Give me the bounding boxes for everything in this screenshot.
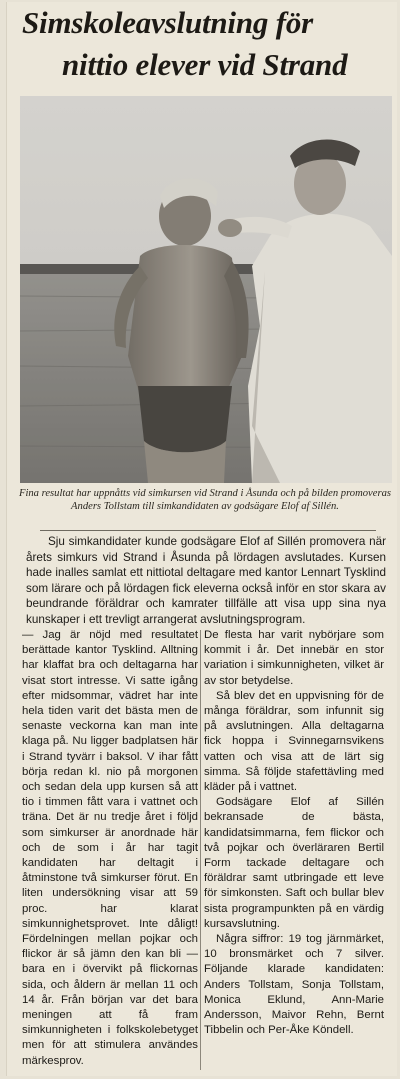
photo-illustration xyxy=(20,96,392,483)
headline xyxy=(14,2,398,86)
paragraph: Några siffror: 19 tog järnmärket, 10 bronsmärket och 7 silver. Följande klarade kandidaten: Anders Tollstam, Sonja Tollstam, Monica Eklund, Ann-Marie Andersson, Maivor Rehn, Bernt Tibbelin och Per-Åke Köndell. xyxy=(204,933,384,1037)
paragraph: De flesta har varit nybörjare som kommit i år. Det innebär en stor variation i simkunnigheten, vilket är av stor betydelse. xyxy=(204,629,384,687)
article-column-left xyxy=(22,628,198,1069)
column-divider xyxy=(200,630,201,1070)
paragraph: — Jag är nöjd med resultatet berättade kantor Tysklind. Alltning har klaffat bra och deltagarna har visat stort intresse. Vi satte igång efter midsommar, vädret har inte hela tiden varit det bästa men de senaste veckorna kan man inte klaga på. Nu ligger badplatsen här i Strand tyvärr i baksol. V ihar fått börja redan kl. nio på morgonen och sedan dela upp kursen så att tio i timmen fått vara i vattnet och träna. Det är nu tredje året i följd som simkurser är anordnade här och de som i år har tagit kandidaten har deltagit i åtminstone två simkurser förut. En liten undersökning visar att 59 proc. har klarat simkunnighetsprovet. Inte dåligt! Fördelningen mellan pojkar och flickor är så jämn den kan bli — bara en i övervikt på flickornas sida, och åldern är mellan 11 och 14 år. Från början var det bara meningen att få fram simkunnigheten i folkskolebetyget men för att stimulera användes märkesprov. xyxy=(22,629,198,1067)
lead-paragraph: Sju simkandidater kunde godsägare Elof af Sillén promovera när årets simkurs vid Strand i Åsunda på lördagen avslutades. Kursen hade inalles samlat ett nittiotal deltagare med kantor Lennart Tysklind som lärare och på lördagen fick eleverna också inför en stor skara av beundrande föräldrar och kamrater tillfälle att visa upp sina nya kunskaper i ett trevligt arrangerat avslutningsprogram. xyxy=(26,535,386,626)
article-column-right xyxy=(204,628,384,1038)
paragraph: Så blev det en uppvisning för de många föräldrar, som infunnit sig på avslutningen. Alla deltagarna fick hoppa i Svinnegarnsvikens vatten och visa att de lärt sig simma. Så följde stafettävling med kläder på i vattnet. xyxy=(204,689,384,794)
news-photo xyxy=(20,96,392,483)
divider xyxy=(40,530,376,531)
photo-caption: Fina resultat har uppnåtts vid simkursen vid Strand i Åsunda och på bilden promoveras Anders Tollstam till simkandidaten av godsägare Elof af Sillén. xyxy=(18,488,392,512)
paragraph: Godsägare Elof af Sillén bekransade de bästa, kandidatsimmarna, fem flickor och två pojkar och överläraren Bertil Form tackade deltagare och föräldrar samt utbringade ett leve för simkonsten. Saft och bullar blev sista programpunkten på en värdig kursavslutning. xyxy=(204,796,384,930)
headline-line-1: Simskoleavslutning för xyxy=(22,5,314,40)
headline-line-2: nittio elever vid Strand xyxy=(62,47,348,82)
